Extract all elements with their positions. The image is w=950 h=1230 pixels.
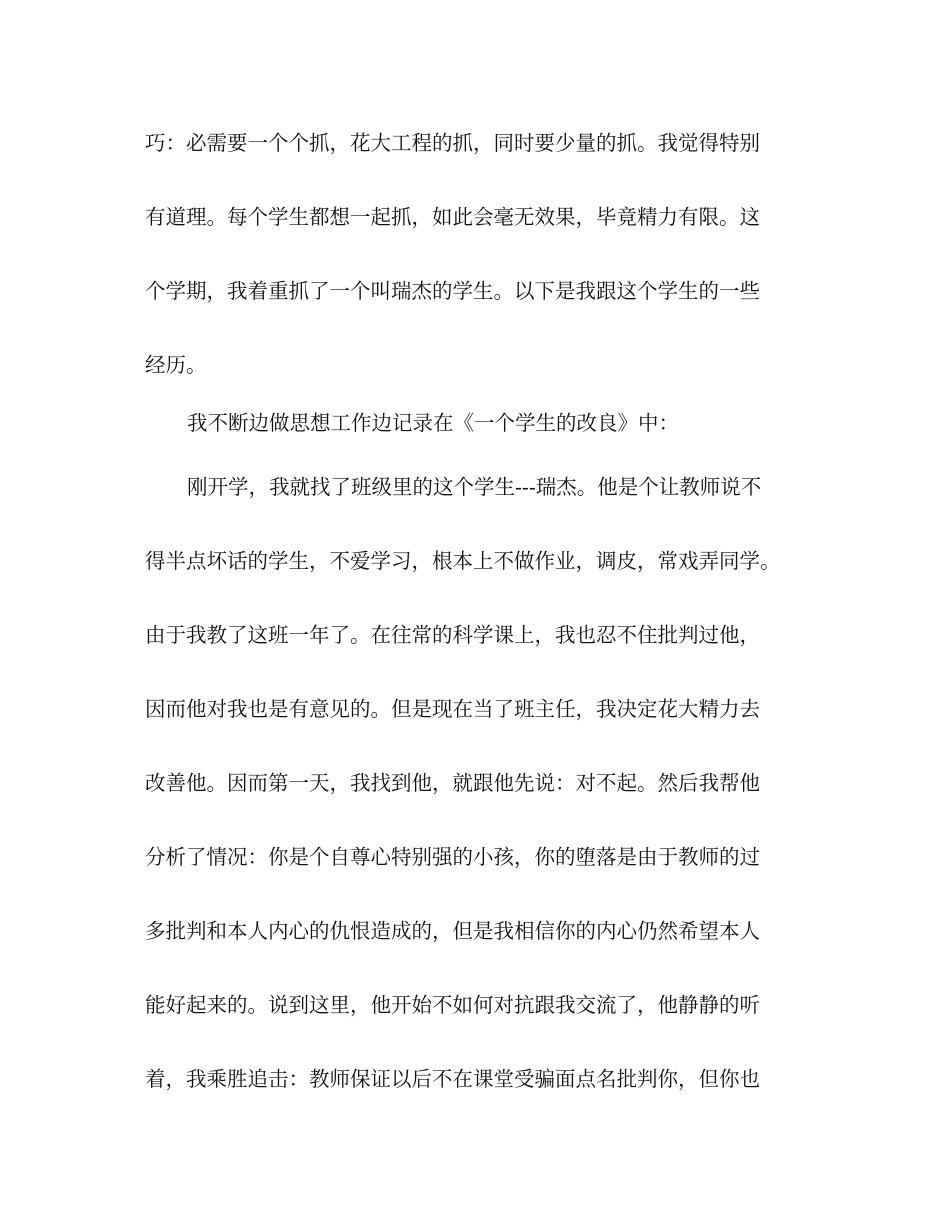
- text-line-4: 经历。: [145, 353, 207, 377]
- text-line-11: 分析了情况：你是个自尊心特别强的小孩，你的堕落是由于教师的过: [145, 845, 760, 869]
- text-line-2: 有道理。每个学生都想一起抓，如此会毫无效果，毕竟精力有限。这: [145, 205, 760, 229]
- text-line-10: 改善他。因而第一天，我找到他，就跟他先说：对不起。然后我帮他: [145, 771, 760, 795]
- text-line-5: 我不断边做思想工作边记录在《一个学生的改良》中：: [187, 411, 679, 435]
- text-line-3: 个学期，我着重抓了一个叫瑞杰的学生。以下是我跟这个学生的一些: [145, 279, 760, 303]
- text-line-6: 刚开学，我就找了班级里的这个学生---瑞杰。他是个让教师说不: [187, 475, 762, 499]
- text-line-1: 巧：必需要一个个抓，花大工程的抓，同时要少量的抓。我觉得特别: [145, 131, 760, 155]
- text-line-13: 能好起来的。说到这里，他开始不如何对抗跟我交流了，他静静的听: [145, 993, 760, 1017]
- text-line-7: 得半点坏话的学生，不爱学习，根本上不做作业，调皮，常戏弄同学。: [145, 549, 781, 573]
- text-line-12: 多批判和本人内心的仇恨造成的，但是我相信你的内心仍然希望本人: [145, 919, 760, 943]
- text-line-9: 因而他对我也是有意见的。但是现在当了班主任，我决定花大精力去: [145, 697, 760, 721]
- text-line-14: 着，我乘胜追击：教师保证以后不在课堂受骗面点名批判你，但你也: [145, 1067, 760, 1091]
- text-line-8: 由于我教了这班一年了。在往常的科学课上，我也忍不住批判过他，: [145, 623, 760, 647]
